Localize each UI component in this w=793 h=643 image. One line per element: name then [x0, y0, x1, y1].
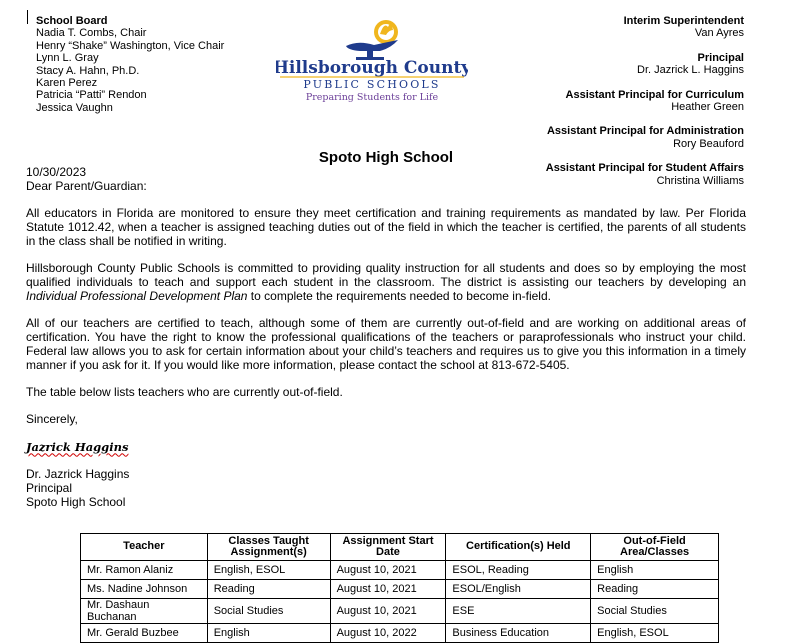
lamp-of-learning-icon: [276, 18, 468, 108]
admin-role: Principal: [697, 51, 744, 64]
table-cell: ESOL/English: [446, 580, 591, 599]
plan-name: Individual Professional Development Plan: [26, 288, 248, 303]
board-member: Stacy A. Hahn, Ph.D.: [36, 64, 140, 77]
table-cell: Social Studies: [591, 599, 719, 624]
table-header-row: [81, 534, 719, 561]
column-header: Certification(s) Held: [446, 534, 591, 561]
table-cell: Mr. Ramon Alaniz: [81, 561, 208, 580]
school-board-heading: School Board: [36, 15, 108, 27]
table-cell: Ms. Nadine Johnson: [81, 580, 208, 599]
admin-role: Assistant Principal for Administration: [546, 125, 744, 138]
admin-role: Assistant Principal for Curriculum: [565, 88, 744, 101]
column-header: Classes Taught Assignment(s): [207, 534, 330, 561]
board-member: Patricia “Patti” Rendon: [36, 89, 147, 102]
table-cell: English: [591, 561, 719, 580]
signer-title: Principal: [26, 480, 73, 495]
admin-role: Interim Superintendent: [623, 15, 744, 27]
admin-name: Van Ayres: [694, 27, 744, 40]
letter-paragraph: [26, 262, 746, 303]
out-of-field-table: [80, 533, 719, 643]
table-cell: August 10, 2021: [330, 599, 446, 624]
board-member: Nadia T. Combs, Chair: [36, 27, 147, 40]
admin-role: Assistant Principal for Student Affairs: [545, 162, 744, 175]
letter-body: [26, 166, 746, 510]
table-cell: August 10, 2021: [330, 580, 446, 599]
table-cell: August 10, 2021: [330, 561, 446, 580]
signature: [26, 441, 746, 455]
admin-name: Heather Green: [671, 101, 744, 114]
district-logo: [276, 18, 468, 108]
board-member: Jessica Vaughn: [36, 101, 113, 114]
table-cell: August 10, 2022: [330, 624, 446, 643]
logo-name: Hillsborough County: [276, 58, 468, 78]
table-cell: Business Education: [446, 624, 591, 643]
signer-school: Spoto High School: [26, 494, 126, 509]
table-cell: ESE: [446, 599, 591, 624]
table-row: [81, 561, 719, 580]
admin-name: Rory Beauford: [673, 137, 744, 150]
signer-name: Dr. Jazrick Haggins: [26, 467, 130, 482]
letter-closing: Sincerely,: [26, 412, 78, 427]
school-board-list: [36, 15, 224, 114]
letter-paragraph: All of our teachers are certified to teach, although some of them are currently out-of-field and are working on additional areas of certification. You have the right to know the professional qualifications of the teachers or paraprofessionals who instruct your child. Federal law allows you to ask for certain information about your child’s teachers and requires us to give you this information in a timely manner if you ask for it. If you would like more information, please contact the school at 813-672-5405.: [26, 316, 746, 372]
table-cell: English, ESOL: [591, 624, 719, 643]
text-cursor: [27, 10, 28, 24]
admin-name: Dr. Jazrick L. Haggins: [637, 64, 744, 77]
letter-greeting: Dear Parent/Guardian:: [26, 178, 147, 193]
table-cell: Mr. Gerald Buzbee: [81, 624, 208, 643]
table-cell: English, ESOL: [207, 561, 330, 580]
paragraph-text: to complete the requirements needed to become in-field.: [247, 288, 551, 303]
table-row: [81, 599, 719, 624]
letter-date: 10/30/2023: [26, 165, 87, 179]
board-member: Lynn L. Gray: [36, 52, 99, 65]
column-header: Out-of-Field Area/Classes: [591, 534, 719, 561]
admin-entry: [444, 125, 744, 150]
table-cell: Reading: [207, 580, 330, 599]
admin-entry: [444, 15, 744, 40]
table-row: [81, 624, 719, 643]
table-cell: Mr. Dashaun Buchanan: [81, 599, 208, 624]
logo-tagline: Preparing Students for Life: [305, 92, 439, 103]
table-cell: English: [207, 624, 330, 643]
logo-subtitle: PUBLIC SCHOOLS: [303, 78, 441, 91]
letter-paragraph: The table below lists teachers who are currently out-of-field.: [26, 384, 343, 399]
paragraph-text: Hillsborough County Public Schools is committed to providing quality instruction for all students and does so by employing the most qualified individuals to teach and support each student in the classroom. The district is assisting our teachers by developing an: [26, 261, 746, 289]
board-member: Henry “Shake” Washington, Vice Chair: [36, 39, 225, 52]
table-row: [81, 580, 719, 599]
board-member: Karen Perez: [36, 77, 98, 90]
table-cell: ESOL, Reading: [446, 561, 591, 580]
admin-name: Christina Williams: [656, 174, 744, 187]
letter-paragraph: All educators in Florida are monitored to ensure they meet certification and training requirements as mandated by law. Per Florida Statute 1012.42, when a teacher is assigned teaching duties out of the field in which the teacher is certified, the parents of all students in the class shall be notified in writing.: [26, 206, 746, 248]
admin-entry: [444, 89, 744, 114]
table-cell: Social Studies: [207, 599, 330, 624]
admin-entry: [444, 52, 744, 77]
school-title: Spoto High School: [318, 149, 454, 166]
table-cell: Reading: [591, 580, 719, 599]
signature-text: Jazrick Haggins: [26, 439, 129, 454]
column-header: Teacher: [81, 534, 208, 561]
column-header: Assignment Start Date: [330, 534, 446, 561]
